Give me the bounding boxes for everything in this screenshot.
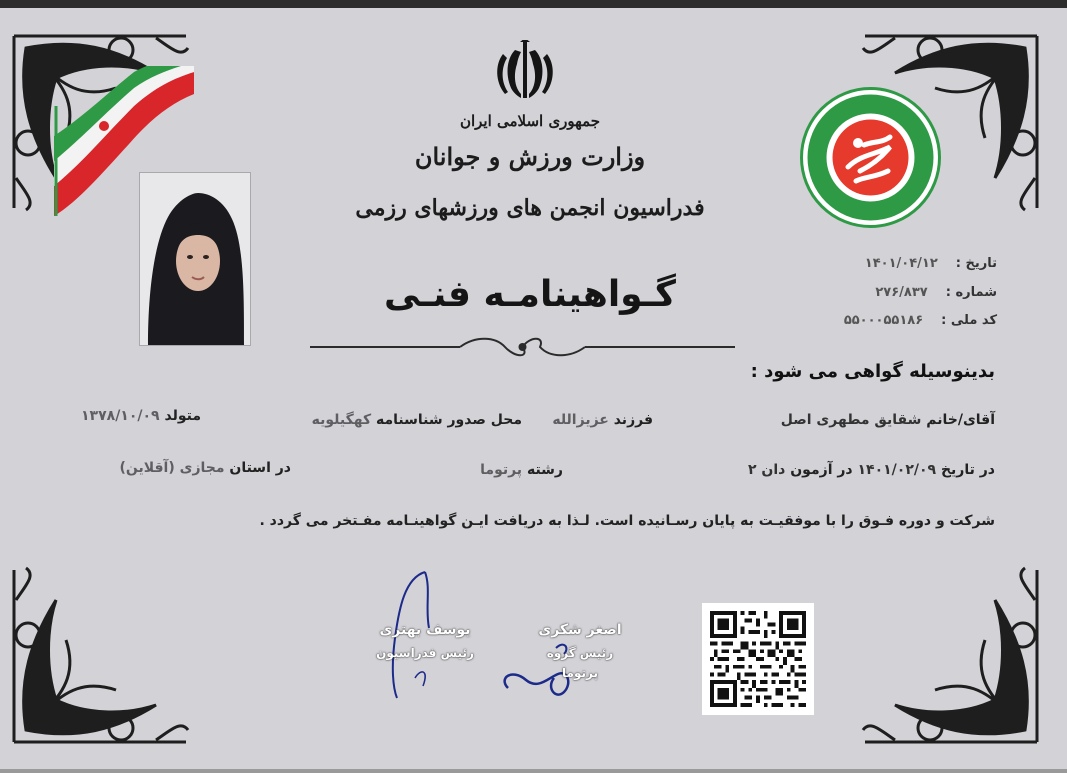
corner-ornament-bottom-right — [855, 560, 1045, 750]
issue-place-value: کهگیلویه — [311, 412, 372, 428]
certificate-title: گـواهینامـه فنـی — [384, 274, 676, 315]
exam-field: در تاریخ ۱۴۰۱/۰۲/۰۹ در آزمون دان ۲ — [748, 462, 995, 478]
field-of-study: رشته پرتوما — [480, 462, 563, 478]
exam-date-value: ۱۴۰۱/۰۲/۰۹ — [857, 462, 937, 478]
qr-code[interactable] — [702, 603, 814, 715]
birth-date-field: متولد ۱۳۷۸/۱۰/۰۹ — [81, 408, 201, 424]
title-divider — [310, 336, 735, 358]
federation-heading: فدراسیون انجمن های ورزشهای رزمی — [355, 195, 705, 221]
bottom-frame-edge — [0, 769, 1067, 773]
province-value: مجازی (آقلاین) — [119, 460, 225, 476]
federation-logo — [798, 85, 943, 230]
signatory-2 — [530, 622, 630, 680]
issue-place-field: محل صدور شناسنامه کهگیلویه — [311, 412, 522, 428]
closing-text: شرکت و دوره فـوق را با موفقیـت به پایان رسـانیده است. لـذا به دریافت ایـن گواهینـامه مفـتخر می گردد . — [259, 513, 995, 529]
national-code-row: کد ملی :۵۵۰۰۰۵۵۱۸۶ — [843, 313, 997, 328]
iran-emblem-icon — [493, 40, 557, 102]
intro-text: بدینوسیله گواهی می شود : — [750, 361, 995, 382]
date-row: تاریخ :۱۴۰۱/۰۴/۱۲ — [864, 256, 997, 271]
holder-name-field: آقای/خانم شقایق مطهری اصل — [780, 412, 995, 428]
holder-photo — [139, 172, 251, 346]
birth-date-value: ۱۳۷۸/۱۰/۰۹ — [81, 408, 160, 424]
father-name-field: فرزند عزیزالله — [552, 412, 653, 428]
corner-ornament-bottom-left — [6, 560, 196, 750]
holder-name-value: شقایق مطهری اصل — [780, 412, 922, 428]
exam-grade-value: دان ۲ — [748, 462, 786, 478]
signatory-1-name: یوسف بهتری — [379, 622, 471, 638]
top-frame-edge — [0, 0, 1067, 8]
national-code-value: ۵۵۰۰۰۵۵۱۸۶ — [843, 313, 924, 328]
date-value: ۱۴۰۱/۰۴/۱۲ — [864, 256, 938, 271]
signatory-2-group: پرتوما — [562, 666, 598, 680]
republic-heading: جمهوری اسلامی ایران — [459, 112, 601, 130]
province-field: در استان مجازی (آقلاین) — [119, 460, 291, 476]
signatory-1 — [375, 622, 475, 660]
signatory-2-name: اصغر شکری — [538, 622, 622, 638]
field-value: پرتوما — [480, 462, 523, 478]
number-row: شماره :۲۷۶/۸۳۷ — [875, 285, 997, 300]
signatory-2-role: رئیس گروه — [546, 646, 614, 660]
ministry-heading: وزارت ورزش و جوانان — [414, 142, 646, 171]
father-name-value: عزیزالله — [552, 412, 609, 428]
signatory-1-role: رئیس فدراسیون — [376, 646, 474, 660]
number-value: ۲۷۶/۸۳۷ — [875, 285, 928, 300]
